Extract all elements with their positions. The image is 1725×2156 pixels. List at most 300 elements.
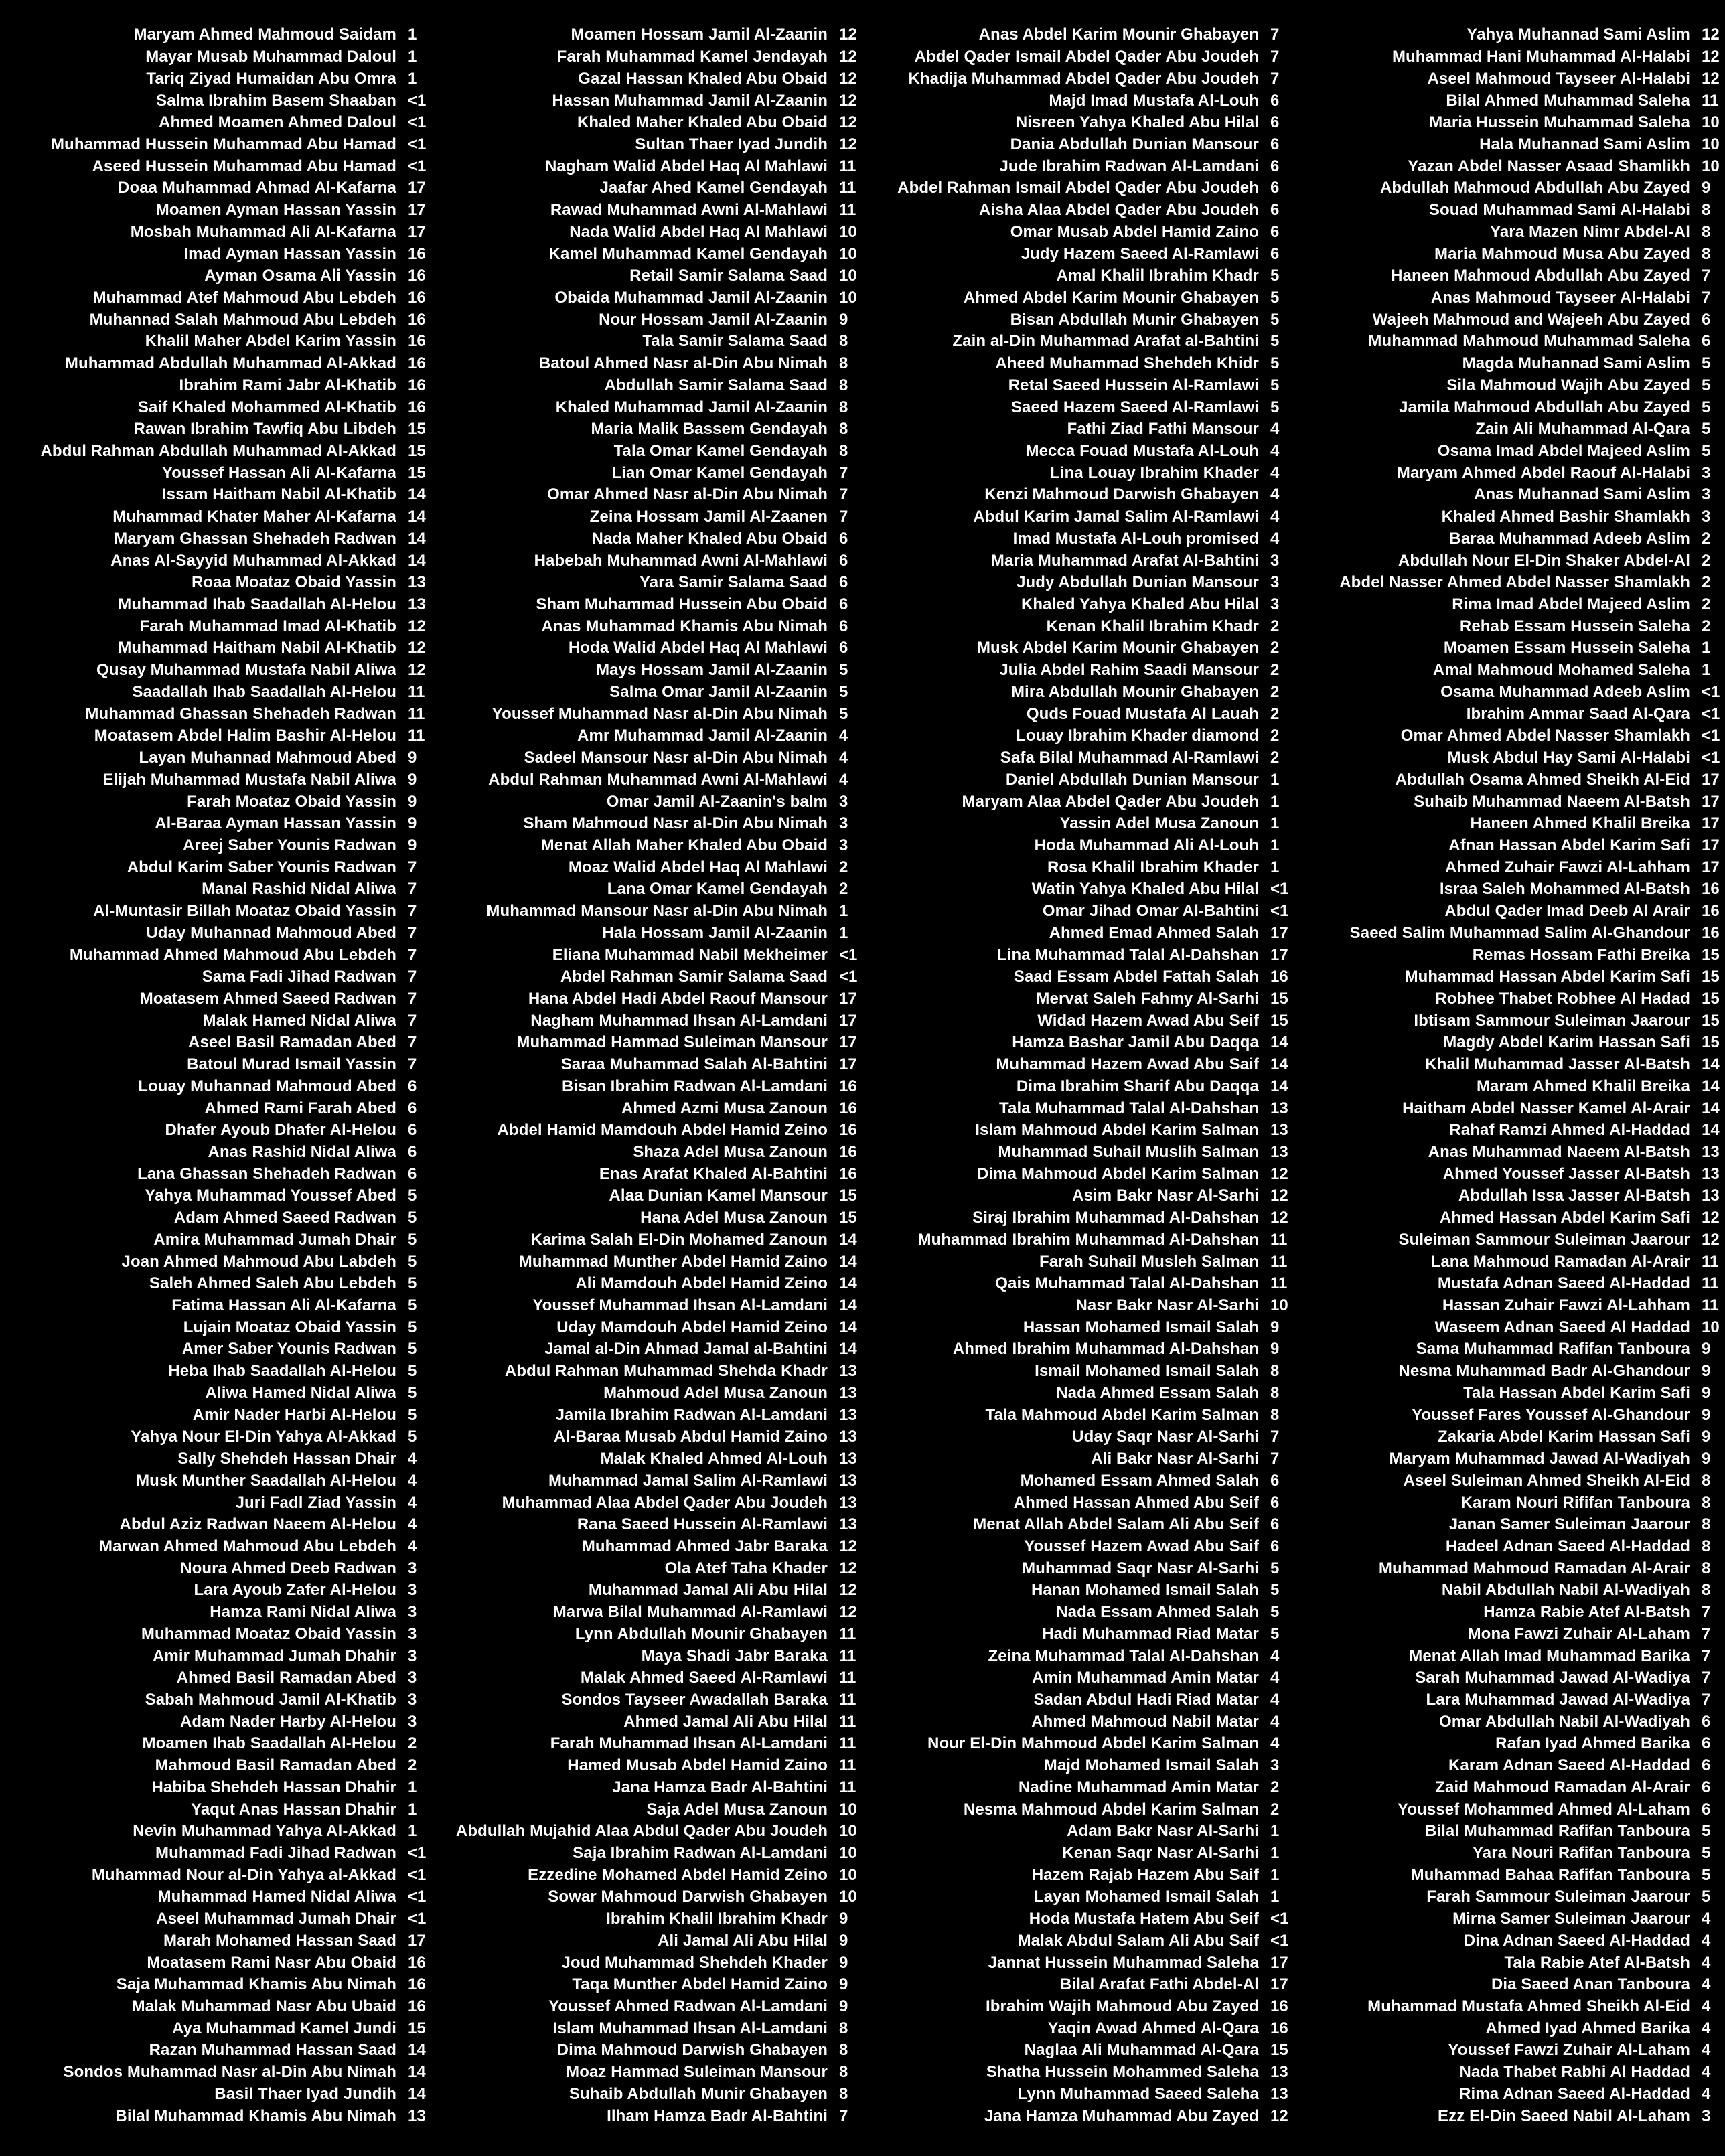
list-item (1294, 1142, 1725, 1164)
person-name: Al-Baraa Ayman Hassan Yassin (155, 814, 396, 833)
person-name: Ibrahim Ammar Saad Al-Qara (1466, 704, 1690, 723)
person-age: 13 (839, 1450, 857, 1468)
list-item (1294, 200, 1725, 222)
person-age: 15 (839, 1186, 857, 1205)
person-name: Razan Muhammad Hassan Saad (149, 2041, 396, 2060)
person-age: 17 (408, 179, 426, 198)
list-item (0, 177, 431, 200)
list-item (1294, 441, 1725, 463)
list-item (431, 1251, 862, 1273)
person-name: Muhammad Mahmoud Ramadan Al-Arair (1378, 1559, 1690, 1577)
person-age: <1 (1702, 749, 1720, 767)
person-name: Aisha Alaa Abdel Qader Abu Joudeh (978, 201, 1259, 220)
list-item (862, 944, 1294, 966)
list-item (0, 615, 431, 637)
person-name: Anas Abdel Karim Mounir Ghabayen (978, 25, 1259, 44)
list-item (0, 265, 431, 287)
list-item (431, 1426, 862, 1448)
person-age: 5 (839, 704, 848, 723)
person-name: Janan Samer Suleiman Jaarour (1448, 1515, 1690, 1534)
list-item (862, 637, 1294, 660)
list-item (862, 1032, 1294, 1054)
person-name: Baraa Muhammad Adeeb Aslim (1449, 529, 1690, 548)
person-age: 16 (408, 376, 426, 394)
person-name: Gazal Hassan Khaled Abu Obaid (578, 69, 828, 88)
person-name: Roaa Moataz Obaid Yassin (191, 573, 396, 592)
person-name: Lana Omar Kamel Gendayah (607, 880, 828, 899)
list-item (431, 682, 862, 704)
list-item (1294, 1338, 1725, 1361)
person-age: 9 (1270, 1318, 1280, 1336)
person-age: 11 (839, 179, 856, 198)
person-age: 1 (1270, 792, 1280, 811)
list-item (0, 2105, 431, 2127)
person-name: Muhammad Hammad Suleiman Mansour (516, 1033, 828, 1052)
person-age: 13 (839, 1471, 857, 1490)
list-item (1294, 2062, 1725, 2084)
person-name: Hala Hossam Jamil Al-Zaanin (602, 923, 828, 942)
list-item (862, 1645, 1294, 1667)
person-age: 13 (408, 573, 426, 592)
list-item (1294, 1010, 1725, 1032)
list-item (431, 177, 862, 200)
person-age: 10 (839, 1865, 857, 1884)
person-name: Karam Nouri Rififan Tanboura (1460, 1493, 1690, 1512)
person-age: 6 (408, 1164, 417, 1183)
person-name: Alaa Dunian Kamel Mansour (609, 1186, 828, 1205)
list-item (862, 878, 1294, 901)
list-item (0, 1492, 431, 1514)
person-age: 5 (1270, 266, 1280, 285)
person-age: 4 (1702, 1910, 1711, 1928)
person-age: 12 (1702, 69, 1720, 88)
list-item (0, 1645, 431, 1667)
person-name: Muhammad Mansour Nasr al-Din Abu Nimah (486, 902, 828, 921)
person-name: Amal Mahmoud Mohamed Saleha (1432, 661, 1690, 680)
person-name: Youssef Hazem Awad Abu Saif (1024, 1537, 1259, 1555)
person-age: 1 (1270, 770, 1280, 789)
list-item (1294, 682, 1725, 704)
person-age: 16 (408, 266, 426, 285)
person-age: 4 (408, 1515, 417, 1534)
person-name: Musk Abdul Hay Sami Al-Halabi (1447, 749, 1690, 767)
list-item (1294, 594, 1725, 616)
person-name: Moatasem Rami Nasr Abu Obaid (147, 1953, 396, 1972)
list-item (1294, 528, 1725, 550)
person-name: Lina Muhammad Talal Al-Dahshan (996, 945, 1259, 964)
person-age: 6 (1270, 157, 1280, 175)
person-name: Hanan Mohamed Ismail Salah (1031, 1581, 1259, 1600)
list-item (0, 155, 431, 177)
person-age: 12 (839, 1537, 857, 1555)
person-age: 15 (408, 442, 426, 461)
person-age: 14 (839, 1318, 857, 1336)
person-age: 11 (839, 201, 856, 220)
person-name: Maram Ahmed Khalil Breika (1476, 1077, 1690, 1095)
person-age: 17 (1702, 836, 1720, 854)
list-item (862, 1316, 1294, 1338)
person-age: 16 (1270, 1997, 1288, 2016)
person-age: 9 (1702, 1405, 1711, 1424)
list-item (0, 1733, 431, 1755)
person-name: Muhammad Suhail Muslih Salman (998, 1143, 1259, 1162)
list-item (431, 1383, 862, 1405)
list-item (862, 1514, 1294, 1536)
list-item (862, 1733, 1294, 1755)
list-item (431, 1207, 862, 1229)
list-item (0, 1295, 431, 1317)
person-name: Farah Muhammad Imad Al-Khatib (139, 617, 396, 635)
list-item (0, 1580, 431, 1602)
list-item (1294, 1514, 1725, 1536)
person-name: Omar Ahmed Abdel Nasser Shamlakh (1400, 726, 1690, 745)
person-name: Ezzedine Mohamed Abdel Hamid Zeino (528, 1865, 828, 1884)
person-name: Osama Muhammad Adeeb Aslim (1440, 682, 1690, 701)
person-name: Menat Allah Abdel Salam Ali Abu Seif (973, 1515, 1259, 1534)
person-age: 5 (1270, 288, 1280, 307)
person-age: 7 (839, 485, 848, 504)
person-age: <1 (1702, 704, 1720, 723)
person-name: Bilal Arafat Fathi Abdel-Al (1060, 1975, 1259, 1994)
person-name: Hassan Zuhair Fawzi Al-Lahham (1442, 1296, 1690, 1315)
list-item (1294, 418, 1725, 441)
person-name: Suhaib Muhammad Naeem Al-Batsh (1414, 792, 1690, 811)
person-name: Youssef Mohammed Ahmed Al-Laham (1398, 1800, 1690, 1819)
person-name: Abdul Rahman Muhammad Awni Al-Mahlawi (488, 770, 828, 789)
person-age: 10 (839, 1822, 857, 1841)
person-age: 16 (1702, 880, 1720, 899)
person-name: Al-Muntasir Billah Moataz Obaid Yassin (93, 902, 396, 921)
person-name: Waseem Adnan Saeed Al Haddad (1434, 1318, 1690, 1336)
list-item (0, 901, 431, 923)
person-age: 6 (1270, 222, 1280, 241)
list-item (862, 441, 1294, 463)
person-name: Maria Hussein Muhammad Saleha (1429, 113, 1690, 132)
person-name: Mahmoud Basil Ramadan Abed (155, 1756, 396, 1775)
person-age: 8 (1702, 1471, 1711, 1490)
person-age: 9 (408, 836, 417, 854)
person-age: 8 (1702, 244, 1711, 263)
person-age: 1 (1270, 1888, 1280, 1906)
person-age: 12 (1702, 25, 1720, 44)
person-name: Muhammad Mustafa Ahmed Sheikh Al-Eid (1367, 1997, 1690, 2016)
list-item (0, 813, 431, 835)
person-age: 13 (839, 1515, 857, 1534)
person-age: 12 (839, 25, 857, 44)
list-item (862, 331, 1294, 353)
person-age: 16 (839, 1164, 857, 1183)
person-age: 4 (839, 749, 848, 767)
person-name: Ibrahim Rami Jabr Al-Khatib (179, 376, 396, 394)
list-item (0, 572, 431, 594)
person-age: 5 (1270, 332, 1280, 351)
person-name: Wajeeh Mahmoud and Wajeeh Abu Zayed (1372, 310, 1690, 329)
person-age: 12 (839, 135, 857, 153)
list-item (862, 1426, 1294, 1448)
person-name: Nevin Muhammad Yahya Al-Akkad (133, 1822, 396, 1841)
person-name: Magdy Abdel Karim Hassan Safi (1443, 1033, 1690, 1052)
person-name: Muhammad Haitham Nabil Al-Khatib (118, 639, 396, 658)
person-name: Sama Muhammad Rafifan Tanboura (1416, 1340, 1690, 1359)
person-name: Kenan Khalil Ibrahim Khadr (1046, 617, 1259, 635)
list-item (431, 2039, 862, 2062)
list-item (431, 572, 862, 594)
list-item (862, 988, 1294, 1010)
person-name: Dima Mahmoud Abdel Karim Salman (977, 1164, 1259, 1183)
person-name: Osama Imad Abdel Majeed Aslim (1437, 442, 1690, 461)
person-age: 7 (1702, 266, 1711, 285)
person-age: 2 (408, 1734, 417, 1753)
person-name: Moaz Hammad Suleiman Mansour (566, 2063, 828, 2082)
person-name: Youssef Hassan Ali Al-Kafarna (161, 463, 396, 482)
list-item (862, 1821, 1294, 1843)
person-name: Muhammad Ibrahim Muhammad Al-Dahshan (917, 1230, 1259, 1249)
person-age: 5 (1270, 376, 1280, 394)
list-item (431, 1733, 862, 1755)
list-item (862, 1886, 1294, 1908)
person-age: 5 (1270, 1624, 1280, 1643)
person-age: 17 (408, 1931, 426, 1950)
person-age: 17 (1702, 814, 1720, 833)
person-age: 14 (839, 1296, 857, 1315)
list-item (431, 791, 862, 813)
person-age: 7 (1270, 1450, 1280, 1468)
person-name: Haneen Ahmed Khalil Breika (1470, 814, 1690, 833)
person-name: Fatima Hassan Ali Al-Kafarna (171, 1296, 396, 1315)
person-age: 1 (1270, 1865, 1280, 1884)
person-age: 6 (1702, 1712, 1711, 1731)
person-name: Zeina Muhammad Talal Al-Dahshan (988, 1646, 1259, 1665)
person-name: Saadallah Ihab Saadallah Al-Helou (132, 682, 396, 701)
person-name: Amr Muhammad Jamil Al-Zaanin (577, 726, 828, 745)
list-item (1294, 112, 1725, 134)
person-name: Nagham Muhammad Ihsan Al-Lamdani (530, 1011, 828, 1030)
person-name: Nour El-Din Mahmoud Abdel Karim Salman (927, 1734, 1259, 1753)
person-name: Ezz El-Din Saeed Nabil Al-Laham (1438, 2106, 1690, 2125)
person-name: Zain al-Din Muhammad Arafat al-Bahtini (952, 332, 1259, 351)
person-age: 8 (839, 332, 848, 351)
person-age: 9 (408, 814, 417, 833)
person-age: 2 (1270, 639, 1280, 658)
person-age: 4 (408, 1537, 417, 1555)
person-age: 4 (839, 770, 848, 789)
person-name: Sham Muhammad Hussein Abu Obaid (536, 595, 828, 614)
list-item (862, 747, 1294, 769)
list-item (0, 112, 431, 134)
person-name: Jamila Ibrahim Radwan Al-Lamdani (555, 1405, 828, 1424)
person-age: 3 (1270, 551, 1280, 570)
person-age: 10 (839, 266, 857, 285)
person-name: Muhammad Ahmed Jabr Baraka (581, 1537, 828, 1555)
person-name: Ilham Hamza Badr Al-Bahtini (607, 2106, 828, 2125)
person-name: Rahaf Ramzi Ahmed Al-Haddad (1449, 1121, 1690, 1140)
list-item (0, 2084, 431, 2106)
person-name: Moamen Ihab Saadallah Al-Helou (142, 1734, 396, 1753)
person-name: Omar Musab Abdel Hamid Zaino (1010, 222, 1259, 241)
person-age: 8 (1270, 1405, 1280, 1424)
person-name: Abdullah Osama Ahmed Sheikh Al-Eid (1395, 770, 1690, 789)
person-age: 12 (1270, 2106, 1288, 2125)
person-age: 13 (1702, 1143, 1720, 1162)
person-name: Sabah Mahmoud Jamil Al-Khatib (145, 1690, 396, 1709)
list-item (862, 835, 1294, 857)
person-name: Ahmed Basil Ramadan Abed (176, 1669, 396, 1687)
person-name: Afnan Hassan Abdel Karim Safi (1448, 836, 1690, 854)
person-age: 13 (408, 595, 426, 614)
person-name: Aliwa Hamed Nidal Aliwa (205, 1383, 396, 1402)
person-name: Moamen Hossam Jamil Al-Zaanin (571, 25, 828, 44)
person-name: Dhafer Ayoub Dhafer Al-Helou (165, 1121, 396, 1140)
person-age: 8 (839, 398, 848, 416)
person-name: Anas Muhammad Khamis Abu Nimah (541, 617, 828, 635)
person-age: 12 (1270, 1209, 1288, 1227)
person-age: 2 (1702, 551, 1711, 570)
person-age: 2 (1270, 704, 1280, 723)
person-name: Jaafar Ahed Kamel Gendayah (599, 179, 828, 198)
person-name: Farah Muhammad Kamel Jendayah (556, 48, 828, 66)
list-item (862, 901, 1294, 923)
person-name: Hadeel Adnan Saeed Al-Haddad (1445, 1537, 1690, 1555)
person-name: Amal Khalil Ibrahim Khadr (1056, 266, 1259, 285)
list-item (431, 1076, 862, 1098)
person-name: Muhammad Ihab Saadallah Al-Helou (118, 595, 396, 614)
person-name: Uday Muhannad Mahmoud Abed (146, 923, 396, 942)
person-age: 1 (1702, 639, 1711, 658)
person-age: 16 (408, 332, 426, 351)
person-age: 15 (1702, 968, 1720, 986)
list-item (1294, 1426, 1725, 1448)
person-age: 3 (408, 1646, 417, 1665)
list-item (862, 1470, 1294, 1492)
person-name: Mervat Saleh Fahmy Al-Sarhi (1036, 989, 1259, 1008)
list-item (1294, 878, 1725, 901)
person-age: <1 (839, 945, 858, 964)
person-age: 12 (839, 1603, 857, 1622)
person-age: 4 (408, 1493, 417, 1512)
list-item (862, 418, 1294, 441)
person-name: Youssef Muhammad Ihsan Al-Lamdani (532, 1296, 828, 1315)
person-age: 6 (1270, 244, 1280, 263)
list-item (431, 703, 862, 725)
list-item (0, 1207, 431, 1229)
list-item (1294, 1273, 1725, 1295)
person-name: Nesma Mahmoud Abdel Karim Salman (963, 1800, 1259, 1819)
person-age: 4 (1270, 1712, 1280, 1731)
list-item (431, 966, 862, 988)
person-name: Layan Muhannad Mahmoud Abed (139, 749, 396, 767)
person-name: Ahmed Abdel Karim Mounir Ghabayen (963, 288, 1259, 307)
person-name: Hala Muhannad Sami Aslim (1479, 135, 1690, 153)
person-age: 13 (839, 1362, 857, 1381)
person-name: Maria Malik Bassem Gendayah (591, 420, 828, 439)
list-item (431, 1974, 862, 1996)
person-name: Watin Yahya Khaled Abu Hilal (1031, 880, 1259, 899)
list-item (0, 1032, 431, 1054)
person-age: 10 (1702, 157, 1720, 175)
person-name: Kenan Saqr Nasr Al-Sarhi (1062, 1844, 1259, 1863)
person-age: 7 (1702, 1646, 1711, 1665)
person-age: 15 (1702, 989, 1720, 1008)
list-item (862, 2039, 1294, 2062)
person-name: Saeed Salim Muhammad Salim Al-Ghandour (1349, 923, 1690, 942)
person-name: Muhammad Hassan Abdel Karim Safi (1404, 968, 1690, 986)
person-name: Ahmed Zuhair Fawzi Al-Lahham (1445, 858, 1690, 876)
person-age: 11 (839, 1669, 856, 1687)
person-name: Abdel Nasser Ahmed Abdel Nasser Shamlakh (1339, 573, 1690, 592)
list-item (431, 769, 862, 791)
person-age: 5 (1270, 354, 1280, 373)
person-name: Elijah Muhammad Mustafa Nabil Aliwa (102, 770, 396, 789)
list-item (0, 309, 431, 331)
person-age: 5 (1702, 420, 1711, 439)
person-name: Saja Ibrahim Radwan Al-Lamdani (573, 1844, 828, 1863)
person-age: 6 (1270, 135, 1280, 153)
person-age: 16 (1270, 2019, 1288, 2037)
person-age: 12 (1702, 1230, 1720, 1249)
person-age: 6 (408, 1099, 417, 1118)
person-age: 13 (1702, 1164, 1720, 1183)
list-item (862, 594, 1294, 616)
person-age: 6 (1270, 113, 1280, 132)
person-age: 3 (839, 836, 848, 854)
person-age: 11 (839, 157, 856, 175)
person-name: Safa Bilal Muhammad Al-Ramlawi (1000, 749, 1259, 767)
list-item (862, 1536, 1294, 1558)
person-name: Lian Omar Kamel Gendayah (611, 463, 828, 482)
person-name: Maryam Muhammad Jawad Al-Wadiyah (1389, 1450, 1690, 1468)
person-name: Mohamed Essam Ahmed Salah (1020, 1471, 1259, 1490)
list-item (431, 1142, 862, 1164)
person-age: 5 (408, 1318, 417, 1336)
list-item (431, 134, 862, 156)
person-age: 8 (839, 2019, 848, 2037)
person-age: 5 (408, 1230, 417, 1249)
names-column-3 (862, 24, 1294, 2156)
list-item (0, 200, 431, 222)
person-age: 1 (408, 1822, 417, 1841)
person-name: Yara Nouri Rafifan Tanboura (1473, 1844, 1690, 1863)
person-name: Sadeel Mansour Nasr al-Din Abu Nimah (524, 749, 828, 767)
person-name: Salma Ibrahim Basem Shaaban (156, 91, 396, 110)
list-item (0, 1996, 431, 2018)
list-item (0, 1821, 431, 1843)
list-item (1294, 396, 1725, 418)
list-item (862, 1185, 1294, 1207)
list-item (862, 1076, 1294, 1098)
person-name: Malak Ahmed Saeed Al-Ramlawi (580, 1669, 828, 1687)
list-item (0, 375, 431, 397)
person-age: 3 (1702, 508, 1711, 526)
person-age: 2 (1270, 1800, 1280, 1819)
person-name: Jana Hamza Badr Al-Bahtini (612, 1778, 828, 1796)
person-age: 1 (1270, 1844, 1280, 1863)
person-name: Ibrahim Khalil Ibrahim Khadr (606, 1910, 828, 1928)
list-item (862, 134, 1294, 156)
person-age: 6 (1270, 201, 1280, 220)
person-name: Lara Ayoub Zafer Al-Helou (194, 1581, 396, 1600)
person-age: 7 (1702, 288, 1711, 307)
person-age: 4 (1702, 1953, 1711, 1972)
person-age: 11 (839, 1690, 856, 1709)
person-age: 12 (839, 1559, 857, 1577)
list-item (0, 1952, 431, 1974)
person-name: Ahmed Hassan Ahmed Abu Seif (1013, 1493, 1259, 1512)
list-item (0, 462, 431, 484)
list-item (1294, 1448, 1725, 1470)
person-age: 2 (1270, 661, 1280, 680)
person-name: Moamen Ayman Hassan Yassin (155, 201, 396, 220)
list-item (0, 1908, 431, 1930)
